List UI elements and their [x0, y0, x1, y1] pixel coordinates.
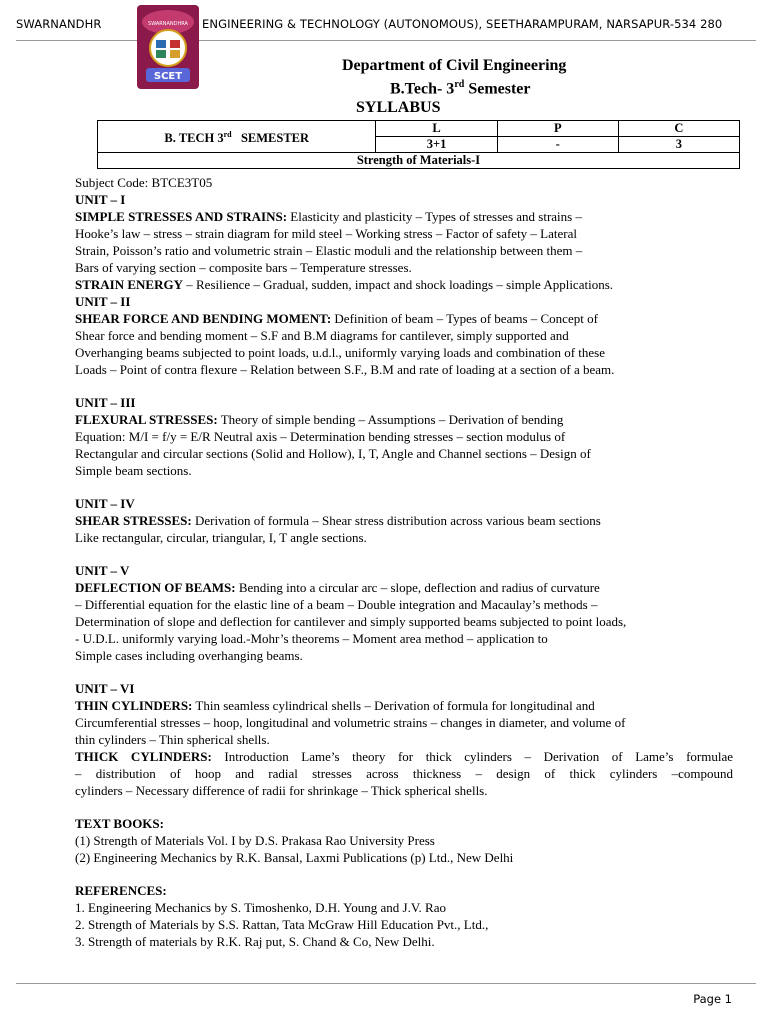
unit-1-line	[75, 276, 733, 293]
unit-4-title: UNIT – IV	[75, 496, 135, 511]
list-item: 1. Engineering Mechanics by S. Timoshenko, D.H. Young and J.V. Rao	[75, 900, 446, 915]
unit-1-line: Strain, Poisson’s ratio and volumetric strain – Elastic moduli and the relationship between them –	[75, 243, 583, 258]
title-block	[342, 56, 566, 117]
semester-suffix: SEMESTER	[231, 131, 310, 146]
page-number: Page 1	[693, 992, 732, 1006]
unit-6-line: – distribution of hoop and radial stresses across thickness – design of thick cylinders –compound	[75, 766, 733, 781]
unit-6-topic2-heading: THICK CYLINDERS:	[75, 749, 212, 764]
list-item: 2. Strength of Materials by S.S. Rattan, Tata McGraw Hill Education Pvt., Ltd.,	[75, 917, 489, 932]
page-header	[16, 10, 756, 41]
department-title: Department of Civil Engineering	[342, 57, 567, 74]
unit-6-line: Circumferential stresses – hoop, longitudinal and volumetric strains – changes in diameter, and volume of	[75, 715, 626, 730]
unit-3-line: Equation: M/I = f/y = E/R Neutral axis – Determination bending stresses – section modulus of	[75, 429, 566, 444]
unit-3-line: Simple beam sections.	[75, 463, 192, 478]
subject-code: Subject Code: BTCE3T05	[75, 175, 213, 190]
footer-divider	[16, 983, 756, 984]
col-c-header: C	[618, 121, 739, 137]
unit-1-line	[75, 208, 733, 225]
btech-suffix: Semester	[464, 80, 531, 98]
list-item: (2) Engineering Mechanics by R.K. Bansal, Laxmi Publications (p) Ltd., New Delhi	[75, 850, 514, 865]
logo-top-text: SWARNANDHRA	[148, 21, 188, 27]
unit-1-topic2-text: – Resilience – Gradual, sudden, impact and shock loadings – simple Applications.	[183, 277, 614, 292]
unit-2-text: Definition of beam – Types of beams – Concept of	[331, 311, 598, 326]
unit-6-line	[75, 748, 733, 765]
unit-5-heading: DEFLECTION OF BEAMS:	[75, 580, 236, 595]
unit-2-title: UNIT – II	[75, 294, 131, 309]
unit-6-title: UNIT – VI	[75, 681, 135, 696]
unit-2-line: Shear force and bending moment – S.F and B.M diagrams for cantilever, simply supported and	[75, 328, 569, 343]
unit-6-topic-heading: THIN CYLINDERS:	[75, 698, 193, 713]
unit-6-line	[75, 697, 733, 714]
col-p-value: -	[497, 137, 618, 153]
unit-3-line	[75, 411, 733, 428]
col-c-value: 3	[618, 137, 739, 153]
semester-sup: rd	[223, 129, 232, 139]
header-college-name-left: SWARNANDHR	[16, 17, 102, 31]
unit-3-line: Rectangular and circular sections (Solid and Hollow), I, T, Angle and Channel sections – Design of	[75, 446, 591, 461]
col-l-value: 3+1	[376, 137, 497, 153]
unit-1-line: Hooke’s law – stress – strain diagram for mild steel – Working stress – Factor of safety – Lateral	[75, 226, 577, 241]
unit-5-line: Simple cases including overhanging beams.	[75, 648, 303, 663]
logo-bottom-text: SCET	[153, 71, 183, 82]
header-college-name-right: ENGINEERING & TECHNOLOGY (AUTONOMOUS), SEETHARAMPURAM, NARSAPUR-534 280	[202, 17, 723, 31]
unit-3-text: Theory of simple bending – Assumptions – Derivation of bending	[217, 412, 564, 427]
semester-prefix: B. TECH 3	[164, 131, 224, 146]
semester-label-cell	[98, 121, 376, 153]
college-logo	[136, 4, 200, 90]
btech-prefix: B.Tech- 3	[390, 80, 455, 98]
unit-4-text: Derivation of formula – Shear stress distribution across various beam sections	[191, 513, 601, 528]
unit-1-topic-text: Elasticity and plasticity – Types of stresses and strains –	[287, 209, 582, 224]
unit-2-line	[75, 310, 733, 327]
unit-5-line: - U.D.L. uniformly varying load.-Mohr’s theorems – Moment area method – application to	[75, 631, 548, 646]
syllabus-title: SYLLABUS	[356, 99, 441, 117]
list-item: (1) Strength of Materials Vol. I by D.S. Prakasa Rao University Press	[75, 833, 435, 848]
unit-1-topic-heading: SIMPLE STRESSES AND STRAINS:	[75, 209, 288, 224]
unit-6-topic2-text: Introduction Lame’s theory for thick cylinders – Derivation of Lame’s formulae	[211, 749, 733, 764]
unit-1-title: UNIT – I	[75, 192, 126, 207]
semester-table-row	[98, 153, 740, 169]
unit-2-line: Overhanging beams subjected to point loads, u.d.l., uniformly varying loads and combination of these	[75, 345, 606, 360]
unit-5-text: Bending into a circular arc – slope, deflection and radius of curvature	[235, 580, 600, 595]
unit-2-line: Loads – Point of contra flexure – Relation between S.F., B.M and rate of loading at a section of a beam.	[75, 362, 615, 377]
text-books-title: TEXT BOOKS:	[75, 816, 164, 831]
unit-4-line: Like rectangular, circular, triangular, I, T angle sections.	[75, 530, 367, 545]
syllabus-content	[75, 174, 733, 950]
unit-1-line: Bars of varying section – composite bars – Temperature stresses.	[75, 260, 412, 275]
unit-5-line	[75, 579, 733, 596]
unit-2-heading: SHEAR FORCE AND BENDING MOMENT:	[75, 311, 332, 326]
references-title: REFERENCES:	[75, 883, 167, 898]
unit-3-heading: FLEXURAL STRESSES:	[75, 412, 218, 427]
unit-4-line	[75, 512, 733, 529]
unit-1-topic2-heading: STRAIN ENERGY	[75, 277, 183, 292]
btech-semester-title	[342, 75, 566, 98]
subject-name: Strength of Materials-I	[98, 153, 740, 169]
unit-4-heading: SHEAR STRESSES:	[75, 513, 192, 528]
unit-3-title: UNIT – III	[75, 395, 136, 410]
semester-table-row	[98, 121, 740, 137]
unit-6-line: cylinders – Necessary difference of radii for shrinkage – Thick spherical shells.	[75, 783, 488, 798]
col-p-header: P	[497, 121, 618, 137]
unit-6-topic-text: Thin seamless cylindrical shells – Derivation of formula for longitudinal and	[192, 698, 595, 713]
btech-sup: rd	[454, 79, 465, 90]
unit-5-line: – Differential equation for the elastic line of a beam – Double integration and Macaulay’s methods –	[75, 597, 598, 612]
semester-table	[97, 120, 740, 169]
unit-6-line: thin cylinders – Thin spherical shells.	[75, 732, 270, 747]
unit-5-line: Determination of slope and deflection for cantilever and simply supported beams subjected to point loads,	[75, 614, 627, 629]
list-item: 3. Strength of materials by R.K. Raj put, S. Chand & Co, New Delhi.	[75, 934, 435, 949]
unit-5-title: UNIT – V	[75, 563, 130, 578]
col-l-header: L	[376, 121, 497, 137]
